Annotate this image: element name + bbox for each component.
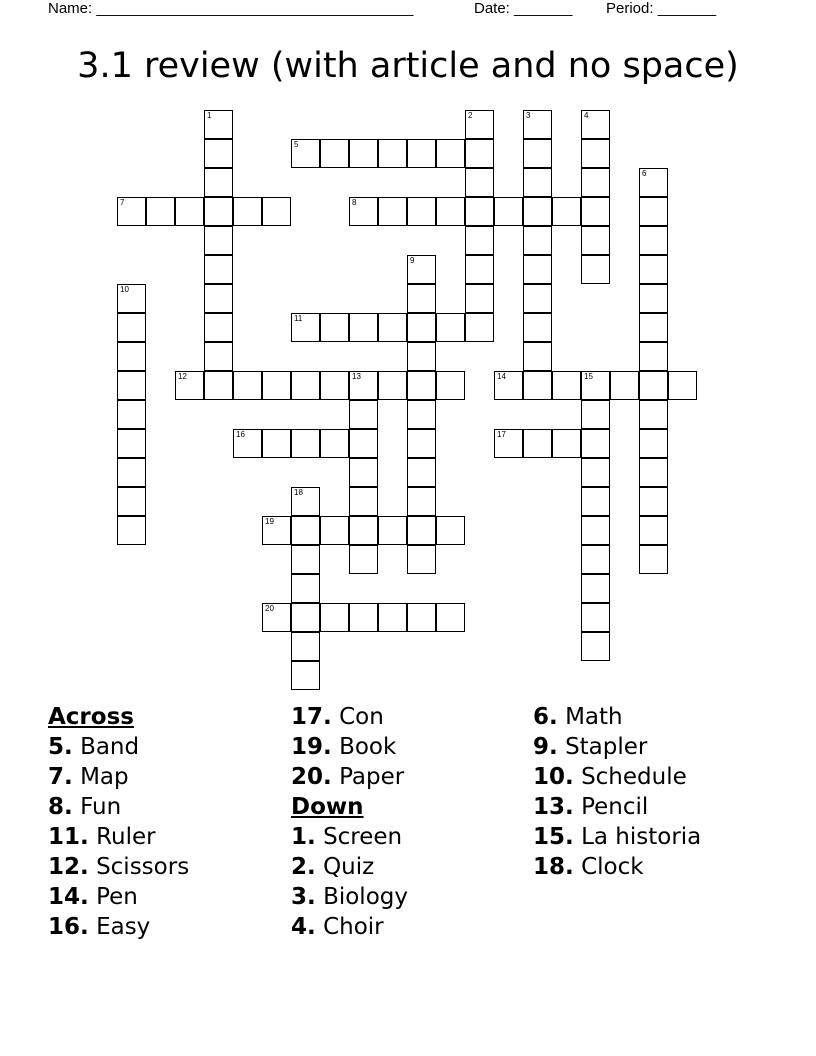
clue-across-16: 16. Easy [48,914,151,940]
clue-number: 20 [265,604,274,613]
clue-number: 3 [526,111,531,120]
crossword-cell[interactable] [117,284,146,313]
clue-down-13: 13. Pencil [533,794,649,820]
crossword-cell[interactable] [349,458,378,487]
crossword-cell[interactable] [204,284,233,313]
period-field-label: Period: _______ [606,0,717,17]
crossword-cell[interactable] [552,371,581,400]
crossword-cell[interactable] [291,574,320,603]
date-field-label: Date: _______ [474,0,573,17]
crossword-cell[interactable] [349,139,378,168]
crossword-cell[interactable] [204,313,233,342]
clue-number: 14 [497,372,506,381]
clue-number: 4 [584,111,589,120]
crossword-cell[interactable] [204,255,233,284]
crossword-cell[interactable] [523,197,552,226]
crossword-cell[interactable] [581,139,610,168]
clue-number: 6 [642,169,647,178]
crossword-cell[interactable] [581,632,610,661]
clue-across-17: 17. Con [291,704,384,730]
clue-column-1 [48,702,189,942]
crossword-cell[interactable] [320,313,349,342]
crossword-cell[interactable] [523,226,552,255]
crossword-cell[interactable] [175,197,204,226]
clue-number: 11 [294,314,303,323]
crossword-cell[interactable] [262,429,291,458]
crossword-cell[interactable] [581,255,610,284]
clue-number: 15 [584,372,593,381]
crossword-cell[interactable] [581,603,610,632]
crossword-cell[interactable] [436,139,465,168]
clue-number: 2 [468,111,473,120]
crossword-cell[interactable] [581,429,610,458]
clue-down-1: 1. Screen [291,824,403,850]
crossword-cell[interactable] [465,284,494,313]
crossword-cell[interactable] [668,371,697,400]
crossword-cell[interactable] [378,313,407,342]
crossword-cell[interactable] [378,603,407,632]
crossword-cell[interactable] [581,110,610,139]
crossword-cell[interactable] [378,139,407,168]
clue-down-6: 6. Math [533,704,623,730]
crossword-cell[interactable] [523,168,552,197]
crossword-cell[interactable] [581,197,610,226]
crossword-cell[interactable] [175,371,204,400]
crossword-cell[interactable] [465,139,494,168]
crossword-cell[interactable] [407,400,436,429]
clue-number: 9 [410,256,415,265]
crossword-cell[interactable] [465,255,494,284]
crossword-cell[interactable] [349,487,378,516]
crossword-cell[interactable] [349,516,378,545]
crossword-cell[interactable] [610,371,639,400]
crossword-cell[interactable] [320,429,349,458]
name-field-label: Name: ______________________________________ [48,0,414,17]
crossword-cell[interactable] [407,458,436,487]
crossword-cell[interactable] [639,545,668,574]
crossword-cell[interactable] [581,371,610,400]
crossword-cell[interactable] [204,342,233,371]
clue-number: 7 [120,198,125,207]
crossword-cell[interactable] [407,487,436,516]
clue-across-5: 5. Band [48,734,140,760]
crossword-cell[interactable] [581,487,610,516]
crossword-cell[interactable] [407,603,436,632]
clue-across-14: 14. Pen [48,884,138,910]
crossword-cell[interactable] [117,458,146,487]
crossword-cell[interactable] [552,429,581,458]
clue-number: 12 [178,372,187,381]
crossword-cell[interactable] [407,139,436,168]
crossword-cell[interactable] [639,342,668,371]
crossword-cell[interactable] [581,545,610,574]
clue-number: 17 [497,430,506,439]
clue-down-18: 18. Clock [533,854,644,880]
crossword-cell[interactable] [291,313,320,342]
crossword-cell[interactable] [639,429,668,458]
crossword-cell[interactable] [639,284,668,313]
crossword-cell[interactable] [407,284,436,313]
clue-number: 19 [265,517,274,526]
crossword-cell[interactable] [291,545,320,574]
crossword-cell[interactable] [233,371,262,400]
crossword-cell[interactable] [523,255,552,284]
crossword-cell[interactable] [117,400,146,429]
crossword-cell[interactable] [639,371,668,400]
crossword-cell[interactable] [407,313,436,342]
crossword-cell[interactable] [349,313,378,342]
crossword-cell[interactable] [523,429,552,458]
crossword-cell[interactable] [407,516,436,545]
clue-across-12: 12. Scissors [48,854,190,880]
crossword-cell[interactable] [117,371,146,400]
clue-down-4: 4. Choir [291,914,384,940]
crossword-cell[interactable] [465,110,494,139]
clue-across-20: 20. Paper [291,764,405,790]
crossword-cell[interactable] [291,139,320,168]
crossword-cell[interactable] [436,603,465,632]
crossword-cell[interactable] [117,487,146,516]
clue-down-2: 2. Quiz [291,854,375,880]
crossword-cell[interactable] [436,516,465,545]
crossword-cell[interactable] [349,429,378,458]
clue-number: 1 [207,111,212,120]
crossword-cell[interactable] [523,284,552,313]
clue-down-3: 3. Biology [291,884,408,910]
crossword-cell[interactable] [291,661,320,690]
crossword-cell[interactable] [407,429,436,458]
clue-column-2 [291,702,408,942]
clue-down-9: 9. Stapler [533,734,648,760]
crossword-cell[interactable] [494,429,523,458]
crossword-cell[interactable] [320,139,349,168]
crossword-cell[interactable] [436,313,465,342]
clue-number: 18 [294,488,303,497]
crossword-cell[interactable] [349,197,378,226]
clue-number: 16 [236,430,245,439]
crossword-cell[interactable] [291,371,320,400]
crossword-cell[interactable] [320,603,349,632]
crossword-cell[interactable] [436,371,465,400]
clue-number: 13 [352,372,361,381]
clue-down-15: 15. La historia [533,824,702,850]
crossword-cell[interactable] [291,516,320,545]
down-heading: Down [291,794,364,820]
crossword-cell[interactable] [204,197,233,226]
crossword-cell[interactable] [639,313,668,342]
across-heading: Across [48,704,134,730]
crossword-cell[interactable] [291,632,320,661]
crossword-cell[interactable] [523,313,552,342]
crossword-cell[interactable] [349,400,378,429]
crossword-cell[interactable] [465,197,494,226]
crossword-cell[interactable] [639,226,668,255]
crossword-cell[interactable] [117,342,146,371]
crossword-cell[interactable] [639,168,668,197]
crossword-cell[interactable] [233,197,262,226]
crossword-cell[interactable] [407,545,436,574]
crossword-cell[interactable] [291,429,320,458]
clue-number: 10 [120,285,129,294]
clue-number: 8 [352,198,357,207]
crossword-cell[interactable] [581,400,610,429]
crossword-cell[interactable] [523,139,552,168]
crossword-cell[interactable] [117,516,146,545]
crossword-cell[interactable] [639,255,668,284]
crossword-cell[interactable] [639,516,668,545]
crossword-cell[interactable] [639,197,668,226]
crossword-cell[interactable] [407,255,436,284]
crossword-cell[interactable] [349,603,378,632]
crossword-cell[interactable] [117,197,146,226]
crossword-cell[interactable] [349,371,378,400]
crossword-cell[interactable] [320,371,349,400]
crossword-cell[interactable] [581,226,610,255]
crossword-cell[interactable] [146,197,175,226]
crossword-cell[interactable] [465,313,494,342]
crossword-cell[interactable] [349,545,378,574]
clue-down-10: 10. Schedule [533,764,687,790]
crossword-cell[interactable] [523,342,552,371]
crossword-cell[interactable] [117,429,146,458]
crossword-cell[interactable] [552,197,581,226]
crossword-cell[interactable] [639,400,668,429]
page-title: 3.1 review (with article and no space) [77,46,739,86]
crossword-cell[interactable] [581,168,610,197]
crossword-cell[interactable] [117,313,146,342]
crossword-cell[interactable] [204,226,233,255]
crossword-cell[interactable] [378,197,407,226]
crossword-cell[interactable] [204,371,233,400]
crossword-cell[interactable] [407,197,436,226]
crossword-cell[interactable] [523,371,552,400]
crossword-cell[interactable] [320,516,349,545]
crossword-cell[interactable] [465,168,494,197]
crossword-cell[interactable] [204,110,233,139]
crossword-cell[interactable] [291,487,320,516]
crossword-cell[interactable] [494,371,523,400]
crossword-cell[interactable] [262,603,291,632]
crossword-cell[interactable] [494,197,523,226]
crossword-cell[interactable] [262,371,291,400]
crossword-cell[interactable] [581,574,610,603]
clue-across-7: 7. Map [48,764,129,790]
crossword-cell[interactable] [523,110,552,139]
crossword-cell[interactable] [262,197,291,226]
crossword-cell[interactable] [639,458,668,487]
crossword-cell[interactable] [639,487,668,516]
clue-number: 5 [294,140,299,149]
crossword-cell[interactable] [407,371,436,400]
crossword-cell[interactable] [204,168,233,197]
crossword-cell[interactable] [233,429,262,458]
crossword-cell[interactable] [581,458,610,487]
clue-column-3 [533,702,701,882]
crossword-cell[interactable] [378,371,407,400]
clue-across-8: 8. Fun [48,794,122,820]
clue-across-19: 19. Book [291,734,397,760]
crossword-cell[interactable] [262,516,291,545]
crossword-cell[interactable] [407,342,436,371]
crossword-cell[interactable] [378,516,407,545]
crossword-cell[interactable] [465,226,494,255]
crossword-cell[interactable] [204,139,233,168]
crossword-cell[interactable] [581,516,610,545]
crossword-cell[interactable] [291,603,320,632]
crossword-cell[interactable] [436,197,465,226]
clue-across-11: 11. Ruler [48,824,156,850]
